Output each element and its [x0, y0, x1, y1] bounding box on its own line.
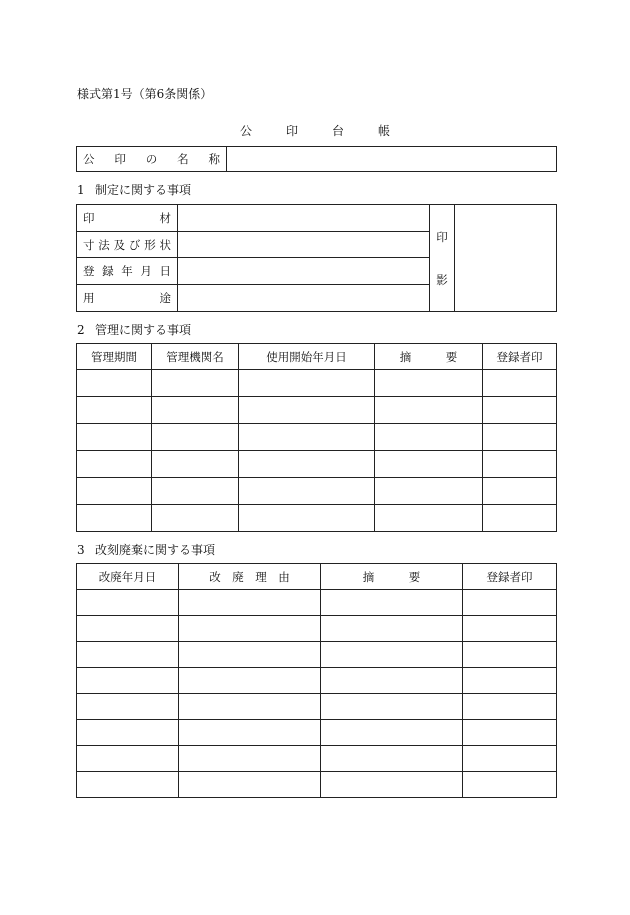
table-cell[interactable] — [152, 478, 239, 505]
table-cell[interactable] — [152, 370, 239, 397]
table-cell[interactable] — [77, 590, 179, 616]
column-header: 改廃年月日 — [77, 564, 179, 590]
seal-name-label — [77, 147, 227, 172]
table-cell[interactable] — [77, 505, 152, 532]
title-char: 公 — [239, 124, 252, 138]
table-cell[interactable] — [239, 478, 375, 505]
table-cell[interactable] — [77, 746, 179, 772]
section-title: 制定に関する事項 — [95, 183, 192, 197]
section3-heading — [77, 541, 215, 558]
column-header: 登録者印 — [463, 564, 557, 590]
table-row — [77, 451, 557, 478]
label-char: 用 — [83, 291, 95, 305]
table-cell[interactable] — [463, 772, 557, 798]
purpose-field[interactable] — [178, 285, 430, 312]
section-title: 管理に関する事項 — [95, 323, 192, 337]
table-cell[interactable] — [375, 478, 483, 505]
label-char: 年 — [121, 264, 133, 278]
table-cell[interactable] — [77, 720, 179, 746]
label-char: 印 — [114, 152, 126, 166]
table-cell[interactable] — [463, 694, 557, 720]
seal-name-field[interactable] — [227, 147, 557, 172]
title-char: 台 — [332, 124, 345, 138]
table-cell[interactable] — [239, 397, 375, 424]
table-cell[interactable] — [179, 772, 321, 798]
table-cell[interactable] — [375, 451, 483, 478]
stamp-impression-area[interactable] — [455, 205, 557, 312]
table-row — [77, 616, 557, 642]
table-cell[interactable] — [179, 694, 321, 720]
table-cell[interactable] — [179, 746, 321, 772]
table-cell[interactable] — [483, 424, 557, 451]
table-cell[interactable] — [483, 397, 557, 424]
row-label-material — [77, 205, 178, 232]
table-cell[interactable] — [321, 720, 463, 746]
table-row — [77, 746, 557, 772]
label-char: 称 — [208, 152, 220, 166]
table-cell[interactable] — [77, 616, 179, 642]
column-header: 管理機関名 — [152, 344, 239, 370]
column-header: 登録者印 — [483, 344, 557, 370]
table-cell[interactable] — [77, 370, 152, 397]
table-cell[interactable] — [321, 772, 463, 798]
stamp-label-char: 印 — [436, 229, 448, 244]
table-cell[interactable] — [77, 397, 152, 424]
label-char: び — [128, 237, 141, 252]
table-cell[interactable] — [152, 505, 239, 532]
column-header: 摘 要 — [375, 344, 483, 370]
table-row — [77, 505, 557, 532]
table-cell[interactable] — [321, 746, 463, 772]
title-char: 印 — [285, 124, 298, 138]
table-cell[interactable] — [239, 424, 375, 451]
column-header: 摘 要 — [321, 564, 463, 590]
label-char: 録 — [102, 264, 114, 278]
table-cell[interactable] — [321, 694, 463, 720]
row-label-registration-date — [77, 258, 178, 285]
table-cell[interactable] — [152, 451, 239, 478]
table-cell[interactable] — [321, 668, 463, 694]
table-cell[interactable] — [463, 642, 557, 668]
label-char: 印 — [83, 211, 95, 225]
document-title — [0, 122, 630, 139]
row-label-purpose — [77, 285, 178, 312]
label-char: 名 — [177, 152, 189, 166]
stamp-label-cell — [430, 205, 455, 312]
table-cell[interactable] — [239, 370, 375, 397]
form-number: 様式第1号（第6条関係） — [77, 87, 213, 101]
row-label-dimensions — [77, 232, 178, 258]
table-row — [77, 370, 557, 397]
table-cell[interactable] — [375, 397, 483, 424]
table-cell[interactable] — [483, 478, 557, 505]
column-header: 使用開始年月日 — [239, 344, 375, 370]
table-row — [77, 668, 557, 694]
table-cell[interactable] — [483, 505, 557, 532]
stamp-label-char: 影 — [436, 272, 448, 287]
table-cell[interactable] — [463, 668, 557, 694]
table-cell[interactable] — [321, 642, 463, 668]
table-cell[interactable] — [77, 451, 152, 478]
label-char: 状 — [159, 237, 171, 252]
label-char: 登 — [83, 264, 95, 278]
table-cell[interactable] — [375, 370, 483, 397]
table-cell[interactable] — [483, 370, 557, 397]
management-table — [76, 343, 557, 532]
table-cell[interactable] — [239, 451, 375, 478]
table-cell[interactable] — [321, 616, 463, 642]
table-cell[interactable] — [375, 505, 483, 532]
table-cell[interactable] — [463, 590, 557, 616]
label-char: 法 — [98, 237, 110, 252]
label-char: 月 — [140, 264, 152, 278]
label-char: 公 — [83, 152, 95, 166]
section-title: 改刻廃棄に関する事項 — [95, 543, 216, 557]
table-cell[interactable] — [463, 720, 557, 746]
label-char: 材 — [159, 211, 171, 225]
table-cell[interactable] — [77, 694, 179, 720]
label-char: 形 — [144, 237, 156, 252]
section2-heading — [77, 321, 191, 338]
table-row — [77, 397, 557, 424]
table-cell[interactable] — [483, 451, 557, 478]
section-number: 1 — [77, 183, 85, 197]
table-cell[interactable] — [77, 772, 179, 798]
label-char: 途 — [159, 291, 171, 305]
material-field[interactable] — [178, 205, 430, 232]
table-cell[interactable] — [179, 616, 321, 642]
column-header: 管理期間 — [77, 344, 152, 370]
table-cell[interactable] — [463, 746, 557, 772]
table-cell[interactable] — [179, 720, 321, 746]
table-cell[interactable] — [77, 642, 179, 668]
table-cell[interactable] — [463, 616, 557, 642]
table-cell[interactable] — [239, 505, 375, 532]
table-row — [77, 694, 557, 720]
revision-disposal-table — [76, 563, 557, 798]
table-cell[interactable] — [179, 642, 321, 668]
table-row — [77, 642, 557, 668]
establishment-table — [76, 204, 557, 312]
dimensions-field[interactable] — [178, 232, 430, 258]
section1-heading — [77, 181, 191, 198]
table-cell[interactable] — [152, 397, 239, 424]
table-cell[interactable] — [179, 590, 321, 616]
registration-date-field[interactable] — [178, 258, 430, 285]
label-char: の — [145, 152, 158, 166]
table-cell[interactable] — [77, 478, 152, 505]
seal-name-table — [76, 146, 557, 172]
table-cell[interactable] — [375, 424, 483, 451]
table-row — [77, 478, 557, 505]
management-rows — [77, 370, 557, 532]
table-row — [77, 720, 557, 746]
table-cell[interactable] — [179, 668, 321, 694]
title-char: 帳 — [378, 124, 391, 138]
table-row — [77, 772, 557, 798]
label-char: 及 — [113, 237, 126, 252]
table-row — [77, 590, 557, 616]
label-char: 寸 — [83, 237, 95, 252]
table-cell[interactable] — [321, 590, 463, 616]
column-header: 改 廃 理 由 — [179, 564, 321, 590]
table-cell[interactable] — [77, 424, 152, 451]
section-number: 2 — [77, 323, 85, 337]
section-number: 3 — [77, 543, 85, 557]
table-row — [77, 424, 557, 451]
revision-rows — [77, 590, 557, 798]
label-char: 日 — [159, 264, 171, 278]
table-cell[interactable] — [77, 668, 179, 694]
table-cell[interactable] — [152, 424, 239, 451]
